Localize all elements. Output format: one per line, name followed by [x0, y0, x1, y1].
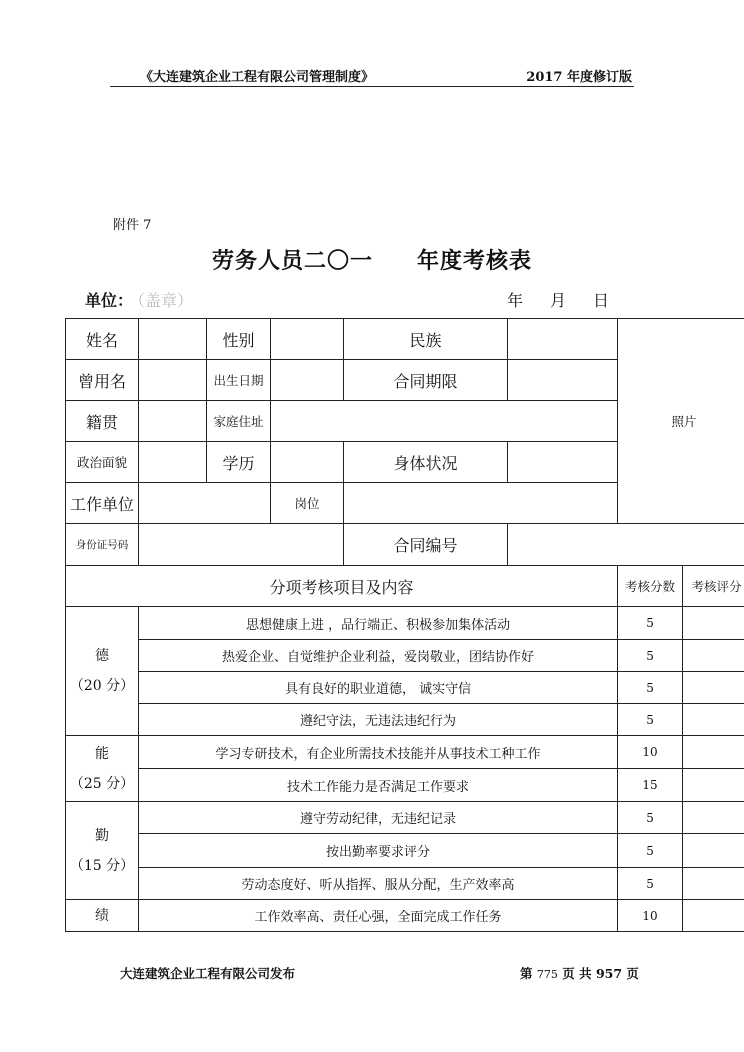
category-diligence: [66, 802, 139, 900]
item-text: 按出勤率要求评分: [139, 834, 618, 868]
category-ability-points: （25 分）: [69, 775, 135, 792]
item-text: 思想健康上进 ，品行端正、积极参加集体活动: [139, 607, 618, 640]
title-part2: 年度考核表: [417, 248, 533, 274]
field-work-unit[interactable]: [139, 483, 271, 524]
label-birth-date: 出生日期: [207, 360, 271, 401]
header-rule: [110, 86, 634, 87]
label-id-number: 身份证号码: [66, 524, 139, 566]
item-text: 劳动态度好、听从指挥、服从分配，生产效率高: [139, 868, 618, 900]
item-score: 5: [618, 640, 683, 672]
item-text: 遵守劳动纪律，无违纪记录: [139, 802, 618, 834]
item-score: 5: [618, 607, 683, 640]
label-home-address: 家庭住址: [207, 401, 271, 442]
unit-line: [85, 288, 193, 311]
label-work-unit: 工作单位: [66, 483, 139, 524]
field-political-status[interactable]: [139, 442, 207, 483]
category-ability: [66, 736, 139, 802]
field-former-name[interactable]: [139, 360, 207, 401]
date-month: 月: [550, 291, 567, 310]
item-score: 10: [618, 900, 683, 932]
field-ethnicity[interactable]: [508, 319, 618, 360]
category-diligence-name: 勤: [95, 827, 109, 844]
assessment-header-rating: 考核评分: [683, 566, 744, 607]
field-contract-no[interactable]: [508, 524, 744, 566]
header-title: 《大连建筑企业工程有限公司管理制度》: [140, 70, 375, 85]
label-name: 姓名: [66, 319, 139, 360]
field-education[interactable]: [271, 442, 344, 483]
label-former-name: 曾用名: [66, 360, 139, 401]
category-moral-name: 德: [95, 648, 109, 664]
category-ability-name: 能: [95, 745, 109, 762]
item-text: 学习专研技术，有企业所需技术技能并从事技术工种工作: [139, 736, 618, 769]
item-rating-field[interactable]: [683, 704, 744, 736]
unit-label: 单位：: [85, 291, 134, 310]
item-score: 5: [618, 802, 683, 834]
label-native-place: 籍贯: [66, 401, 139, 442]
field-health[interactable]: [508, 442, 618, 483]
footer-page-total: 957: [595, 966, 623, 981]
label-political-status: 政治面貌: [66, 442, 139, 483]
footer-page-suffix: 页: [626, 966, 639, 981]
item-rating-field[interactable]: [683, 607, 744, 640]
title-part1: 劳务人员二〇一: [211, 248, 373, 274]
date-line: [507, 288, 636, 311]
item-text: 工作效率高、责任心强，全面完成工作任务: [139, 900, 618, 932]
label-post: 岗位: [271, 483, 344, 524]
field-gender[interactable]: [271, 319, 344, 360]
footer-page-prefix: 第: [520, 966, 533, 981]
item-rating-field[interactable]: [683, 640, 744, 672]
category-diligence-points: （15 分）: [69, 857, 135, 874]
stamp-hint: （盖章）: [137, 291, 194, 310]
item-rating-field[interactable]: [683, 900, 744, 932]
header-edition: 2017 年度修订版: [526, 70, 632, 85]
item-text: 热爱企业、自觉维护企业利益，爱岗敬业，团结协作好: [139, 640, 618, 672]
label-contract-no: 合同编号: [344, 524, 508, 566]
footer-page-number: 775: [536, 968, 558, 981]
assessment-form: [65, 318, 744, 932]
field-id-number[interactable]: [139, 524, 344, 566]
item-rating-field[interactable]: [683, 868, 744, 900]
category-moral: [66, 607, 139, 736]
item-score: 5: [618, 868, 683, 900]
item-score: 10: [618, 736, 683, 769]
item-text: 技术工作能力是否满足工作要求: [139, 769, 618, 802]
attachment-label: 附件 7: [113, 218, 152, 233]
item-rating-field[interactable]: [683, 672, 744, 704]
photo-box[interactable]: 照片: [618, 319, 744, 524]
label-education: 学历: [207, 442, 271, 483]
date-day: 日: [593, 291, 610, 310]
footer-page-mid: 页 共: [562, 966, 592, 981]
field-name[interactable]: [139, 319, 207, 360]
form-title: [0, 244, 744, 275]
date-year: 年: [507, 291, 524, 310]
item-rating-field[interactable]: [683, 834, 744, 868]
item-rating-field[interactable]: [683, 802, 744, 834]
footer-publisher: 大连建筑企业工程有限公司发布: [120, 966, 296, 981]
category-moral-points: （20 分）: [69, 678, 135, 694]
item-score: 5: [618, 834, 683, 868]
item-rating-field[interactable]: [683, 769, 744, 802]
label-contract-period: 合同期限: [344, 360, 508, 401]
item-rating-field[interactable]: [683, 736, 744, 769]
label-gender: 性别: [207, 319, 271, 360]
item-score: 15: [618, 769, 683, 802]
field-home-address[interactable]: [271, 401, 618, 442]
item-score: 5: [618, 704, 683, 736]
label-ethnicity: 民族: [344, 319, 508, 360]
assessment-header-items: 分项考核项目及内容: [66, 566, 618, 607]
assessment-header-score: 考核分数: [618, 566, 683, 607]
item-text: 具有良好的职业道德， 诚实守信: [139, 672, 618, 704]
footer-page-info: [520, 964, 639, 982]
label-health: 身体状况: [344, 442, 508, 483]
field-native-place[interactable]: [139, 401, 207, 442]
item-score: 5: [618, 672, 683, 704]
item-text: 遵纪守法，无违法违纪行为: [139, 704, 618, 736]
category-performance: 绩: [66, 900, 139, 932]
field-birth-date[interactable]: [271, 360, 344, 401]
field-contract-period[interactable]: [508, 360, 618, 401]
field-post[interactable]: [344, 483, 618, 524]
